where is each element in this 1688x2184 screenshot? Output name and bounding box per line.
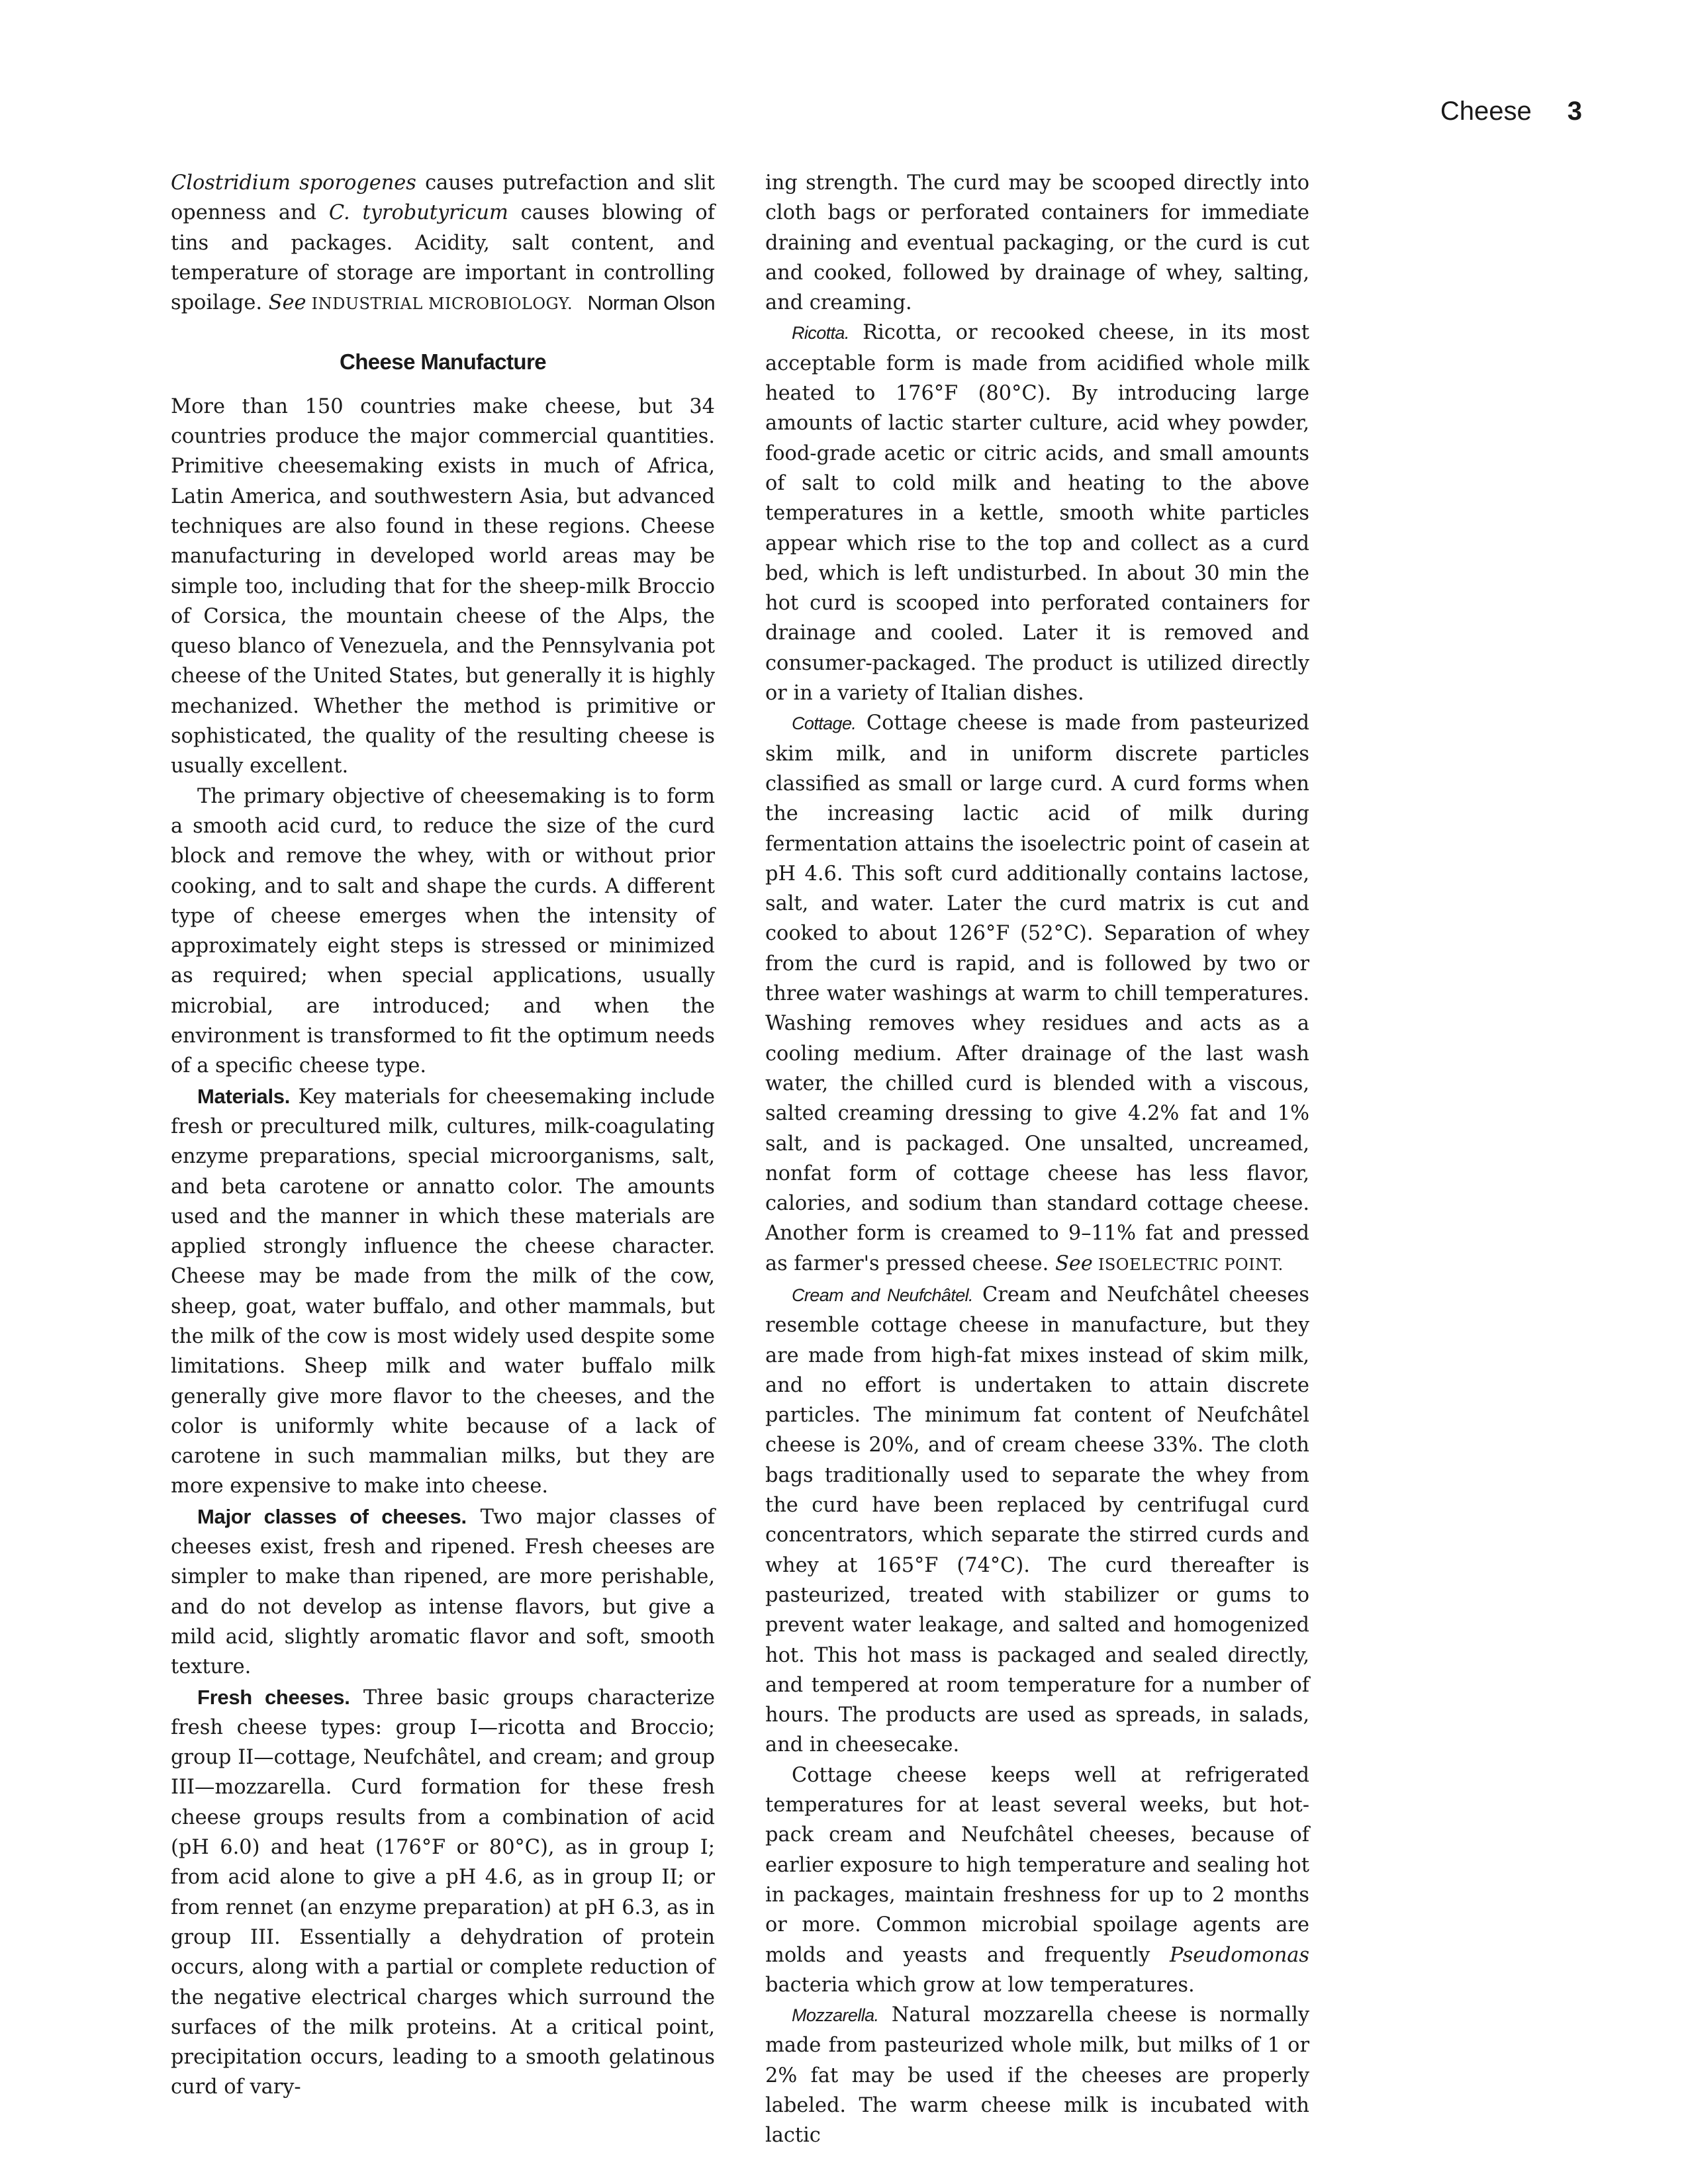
left-column [171,168,715,2103]
author-name: Norman Olson [587,291,715,315]
cross-reference: ISOELECTRIC POINT. [1092,1255,1284,1274]
cream-paragraph: Cream and Neufchâtel. Cream and Neufchâtel cheeses resemble cottage cheese in manufacture, but they are made from high-fat mixes instead of skim milk, and no effort is undertaken to attain discrete particles. The minimum fat content of Neufchâtel cheese is 20%, and of cream cheese 33%. The cloth bags traditionally used to separate the whey from the curd have been replaced by centrifugal curd concentrators, which separate the stirred curds and whey at 165°F (74°C). The curd thereafter is pasteurized, treated with stabilizer or gums to prevent water leakage, and salted and homogenized hot. This hot mass is packaged and sealed directly, and tempered at room temperature for a number of hours. The products are used as spreads, in salads, and in cheesecake. [765,1283,1310,1757]
materials-paragraph: Materials. Key materials for cheesemaking include fresh or precultured milk, cultures, milk-coagulating enzyme preparations, special microorganisms, salt, and beta carotene or annatto color. The amounts used and the manner in which these materials are applied strongly influence the cheese character. Cheese may be made from the milk of the cow, sheep, goat, water buffalo, and other mammals, but the milk of the cow is most widely used despite some limitations. Sheep milk and water buffalo milk generally give more flavor to the cheeses, and the color is uniformly white because of a lack of carotene in such mammalian milks, but they are more expensive to make into cheese. [171,1084,715,1498]
paragraph: The primary objective of cheesemaking is to form a smooth acid curd, to reduce the size of the curd block and remove the whey, with or without prior cooking, and to salt and shape the curds. A different type of cheese emerges when the intensity of approximately eight steps is stressed or minimized as required; when special applications, usually microbial, are introduced; and when the environment is transformed to fit the optimum needs of a specific cheese type. [171,784,715,1078]
run-in-heading: Cream and Neufchâtel. [792,1285,973,1305]
ricotta-paragraph: Ricotta. Ricotta, or recooked cheese, in its most acceptable form is made from acidified whole milk heated to 176°F (80°C). By introducing large amounts of lactic starter culture, acid whey powder, food-grade acetic or citric acids, and small amounts of salt to cold milk and heating to the above temperatures in a kettle, smooth white particles appear which rise to the top and collect as a curd bed, which is left undisturbed. In about 30 min the hot curd is scooped into perforated containers for drainage and cooled. Later it is removed and consumer-packaged. The product is utilized directly or in a variety of Italian dishes. [765,321,1309,705]
keeping-paragraph: Cottage cheese keeps well at refrigerated temperatures for at least several weeks, but hot-pack cream and Neufchâtel cheeses, because of earlier exposure to high temperature and sealing hot in packages, maintain freshness for up to 2 months or more. Common microbial spoilage agents are molds and yeasts and frequently Pseudomonas bacteria which grow at low temperatures. [765,1763,1309,1997]
run-in-heading: Major classes of cheeses. [197,1504,467,1528]
run-in-heading: Materials. [197,1084,291,1108]
organism-name: Clostridium sporogenes [171,171,416,195]
mozzarella-paragraph: Mozzarella. Natural mozzarella cheese is normally made from pasteurized whole milk, but milks of 1 or 2% fat may be used if the cheeses are properly labeled. The warm cheese milk is incubated with lactic [765,2003,1309,2148]
intro-paragraph: Clostridium sporogenes causes putrefaction and slit openness and C. tyrobutyricum causes blowing of tins and packages. Acidity, salt content, and temperature of storage are important in controlling spoilage. See INDUSTRIAL MICROBIOLOGY. Norman Olson [171,168,715,319]
running-head [1440,97,1582,126]
organism-name: C. tyrobutyricum [328,201,508,225]
organism-name: Pseudomonas [1170,1943,1309,1967]
continued-paragraph: ing strength. The curd may be scooped directly into cloth bags or perforated containers for immediate draining and eventual packaging, or the curd is cut and cooked, followed by drainage of whey, salting, and creaming. [765,171,1309,315]
paragraph: More than 150 countries make cheese, but 34 countries produce the major commercial quantities. Primitive cheesemaking exists in much of Africa, Latin America, and southwestern Asia, but advanced techniques are also found in these regions. Cheese manufacturing in developed world areas may be simple too, including that for the sheep-milk Broccio of Corsica, the mountain cheese of the Alps, the queso blanco of Venezuela, and the Pennsylvania pot cheese of the United States, but generally it is highly mechanized. Whether the method is primitive or sophisticated, the quality of the resulting cheese is usually excellent. [171,394,715,778]
see-label: See [1055,1251,1093,1275]
run-in-heading: Mozzarella. [792,2005,879,2026]
fresh-cheeses-paragraph: Fresh cheeses. Three basic groups characterize fresh cheese types: group I—ricotta and Broccio; group II—cottage, Neufchâtel, and cream; and group III—mozzarella. Curd formation for these fresh cheese groups results from a combination of acid (pH 6.0) and heat (176°F or 80°C), as in group I; from acid alone to give a pH 4.6, as in group II; or from rennet (an enzyme preparation) at pH 6.3, as in group III. Essentially a dehydration of protein occurs, along with a partial or complete reduction of the negative electrical charges which surround the surfaces of the milk proteins. At a critical point, precipitation occurs, leading to a smooth gelatinous curd of vary- [171,1685,715,2099]
classes-paragraph: Major classes of cheeses. Two major classes of cheeses exist, fresh and ripened. Fresh cheeses are simpler to make than ripened, are more perishable, and do not develop as intense flavors, but give a mild acid, slightly aromatic flavor and soft, smooth texture. [171,1504,715,1679]
see-label: See [268,291,306,315]
section-name: Cheese [1440,97,1532,126]
cross-reference: INDUSTRIAL MICROBIOLOGY. [306,295,573,314]
run-in-heading: Fresh cheeses. [197,1685,350,1709]
run-in-heading: Ricotta. [792,323,849,343]
page-number: 3 [1567,97,1582,126]
run-in-heading: Cottage. [792,713,857,734]
cottage-paragraph: Cottage. Cottage cheese is made from pasteurized skim milk, and in uniform discrete particles classified as small or large curd. A curd forms when the increasing lactic acid of milk during fermentation attains the isoelectric point of casein at pH 4.6. This soft curd additionally contains lactose, salt, and water. Later the curd matrix is cut and cooked to about 126°F (52°C). Separation of whey from the curd is rapid, and is followed by two or three water washings at warm to chill temperatures. Washing removes whey residues and acts as a cooling medium. After drainage of the last wash water, the chilled curd is blended with a viscous, salted creaming dressing to give 4.2% fat and 1% salt, and is packaged. One unsalted, uncreamed, nonfat form of cottage cheese has less flavor, calories, and sodium than standard cottage cheese. Another form is creamed to 9–11% fat and pressed as farmer's pressed cheese. See ISOELECTRIC POINT. [765,711,1309,1275]
section-title: Cheese Manufacture [340,349,546,375]
right-column [765,168,1309,2151]
